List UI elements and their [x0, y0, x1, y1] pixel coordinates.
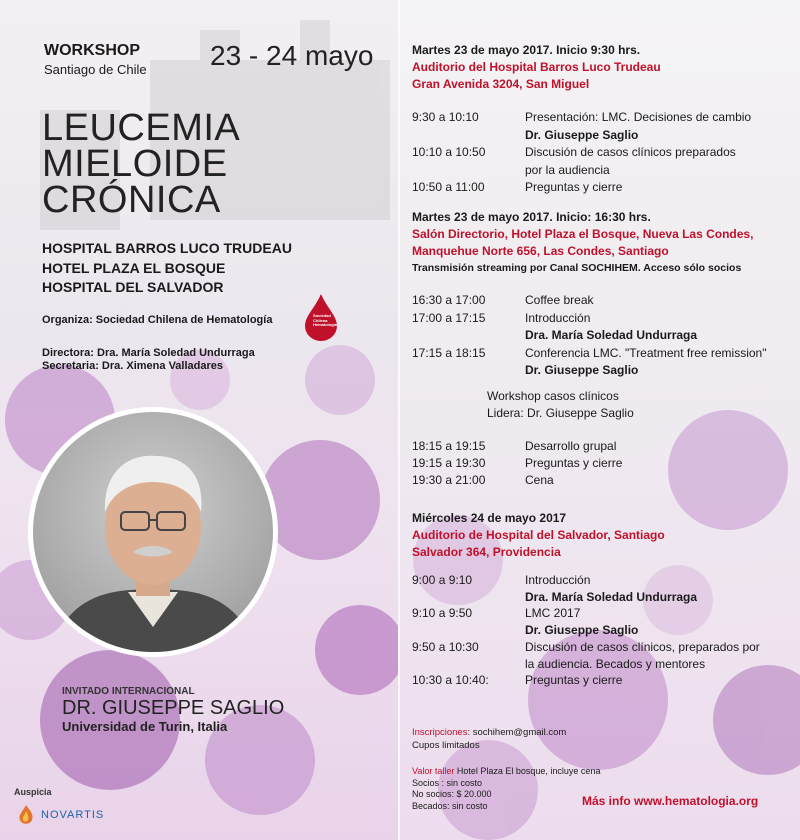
page-title: [42, 107, 241, 221]
session-3-place-2: Salvador 364, Providencia: [412, 545, 561, 559]
venue-3: HOSPITAL DEL SALVADOR: [42, 279, 224, 295]
session-3-place-1: Auditorio de Hospital del Salvador, Santiago: [412, 528, 665, 542]
schedule-row: 17:15 a 18:15 Conferencia LMC. "Treatment free remission": [412, 345, 767, 360]
schedule-row: 10:30 a 10:40: Preguntas y cierre: [412, 673, 623, 688]
title-line-3: CRÓNICA: [42, 179, 221, 221]
session-1: [412, 42, 661, 93]
registration-info: [412, 726, 566, 752]
guest-photo: [33, 412, 273, 652]
title-line-2: MIELOIDE: [42, 143, 228, 185]
schedule-row: Dra. María Soledad Undurraga: [525, 328, 698, 342]
guest-label: INVITADO INTERNACIONAL: [62, 686, 195, 697]
schedule-row: 10:10 a 10:50 Discusión de casos clínicos preparados: [412, 145, 736, 159]
schedule-row: 16:30 a 17:00 Coffee break: [412, 293, 594, 307]
sponsor-brand: NOVARTIS: [41, 809, 105, 821]
session-1-schedule: [412, 109, 751, 197]
workshop-leader: Lidera: Dr. Giuseppe Saglio: [487, 406, 634, 420]
cupos-note: Cupos limitados: [412, 740, 480, 751]
schedule-row: Dr. Giuseppe Saglio: [525, 363, 639, 377]
price-info: [412, 766, 600, 812]
session-1-place-2: Gran Avenida 3204, San Miguel: [412, 77, 590, 91]
guest-affiliation: Universidad de Turin, Italia: [62, 719, 228, 734]
venue-1: HOSPITAL BARROS LUCO TRUDEAU: [42, 240, 292, 256]
guest-name: DR. GIUSEPPE SAGLIO: [62, 697, 285, 719]
venue-2: HOTEL PLAZA EL BOSQUE: [42, 259, 226, 276]
schedule-row: 9:30 a 10:10 Presentación: LMC. Decisiones de cambio: [412, 110, 752, 124]
city-label: Santiago de Chile: [44, 62, 147, 77]
schedule-row: Dr. Giuseppe Saglio: [525, 127, 639, 142]
workshop-schedule: [412, 438, 622, 489]
schedule-row: Dra. María Soledad Undurraga: [525, 589, 698, 604]
price-no-socios: No socios: $ 20.000: [412, 789, 492, 799]
novartis-flame-icon: [14, 803, 38, 827]
schedule-row: por la audiencia: [525, 162, 610, 177]
inscripciones-label: Inscripciones: [412, 727, 468, 738]
valor-text: Hotel Plaza El bosque, incluye cena: [454, 766, 601, 776]
schedule-row: 9:00 a 9:10 Introducción: [412, 573, 591, 587]
schedule-row: 9:10 a 9:50 LMC 2017: [412, 606, 581, 621]
session-2-note: Transmisión streaming por Canal SOCHIHEM. Acceso sólo socios: [412, 262, 742, 274]
venue-list: [42, 239, 292, 298]
valor-label: Valor taller: [412, 766, 455, 776]
sponsor-label: Auspicia: [14, 787, 52, 797]
workshop-block: [487, 388, 634, 422]
event-dates: 23 - 24 mayo: [210, 40, 374, 71]
session-2-heading: Martes 23 de mayo 2017. Inicio: 16:30 hrs.: [412, 210, 651, 224]
session-1-place-1: Auditorio del Hospital Barros Luco Trudeau: [412, 60, 661, 74]
workshop-title: Workshop casos clínicos: [487, 389, 619, 403]
society-logo: [303, 292, 339, 342]
inscripciones-email: : sochihem@gmail.com: [467, 727, 567, 738]
session-3-heading: Miércoles 24 de mayo 2017: [412, 511, 567, 525]
directora: Directora: Dra. María Soledad Undurraga: [42, 347, 255, 359]
session-3-schedule: [412, 572, 760, 689]
schedule-row: 19:15 a 19:30 Preguntas y cierre: [412, 456, 623, 470]
schedule-row: 18:15 a 19:15 Desarrollo grupal: [412, 439, 617, 453]
session-2-schedule: [412, 292, 767, 380]
session-2: [412, 209, 753, 277]
column-divider: [398, 0, 400, 840]
schedule-row: 19:30 a 21:00 Cena: [412, 473, 554, 487]
title-line-1: LEUCEMIA: [42, 107, 241, 149]
staff-list: [42, 347, 255, 373]
schedule-row: Dr. Giuseppe Saglio: [525, 623, 639, 638]
schedule-row: la audiencia. Becados y mentores: [525, 656, 706, 671]
more-info-link[interactable]: Más info www.hematologia.org: [582, 794, 759, 808]
schedule-row: 9:50 a 10:30 Discusión de casos clínicos, preparados por: [412, 639, 760, 654]
session-2-place-2: Manquehue Norte 656, Las Condes, Santiago: [412, 244, 669, 258]
organizer: Organiza: Sociedad Chilena de Hematología: [42, 314, 273, 326]
workshop-label: WORKSHOP: [44, 42, 140, 59]
session-3: [412, 510, 665, 561]
price-becados: Becados: sin costo: [412, 800, 488, 811]
secretaria: Secretaria: Dra. Ximena Valladares: [42, 360, 223, 372]
portrait-image: [33, 412, 273, 652]
session-1-heading: Martes 23 de mayo 2017. Inicio 9:30 hrs.: [412, 43, 641, 57]
sponsor-logo: [14, 803, 104, 827]
schedule-row: 17:00 a 17:15 Introducción: [412, 310, 591, 325]
logo-text: Sociedad Chilena Hematología: [313, 313, 338, 327]
session-2-place-1: Salón Directorio, Hotel Plaza el Bosque, Nueva Las Condes,: [412, 227, 754, 241]
schedule-row: 10:50 a 11:00 Preguntas y cierre: [412, 180, 623, 194]
price-socios: Socios : sin costo: [412, 777, 483, 788]
